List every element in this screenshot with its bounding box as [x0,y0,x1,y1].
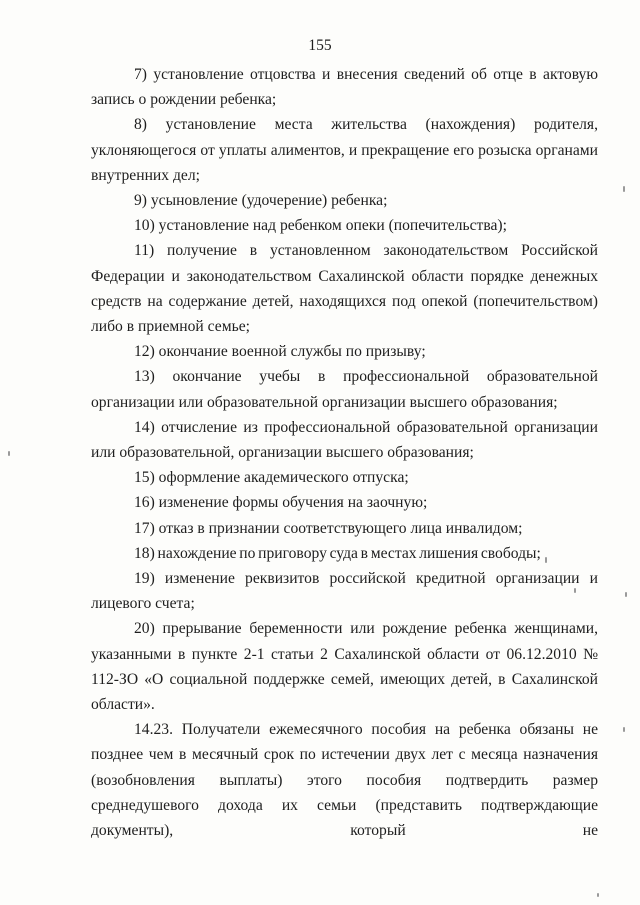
scan-speck [597,893,599,897]
paragraph-clause-14-23: 14.23. Получатели ежемесячного пособия на ребенка обязаны не позднее чем в месячный срок по истечении двух лет с месяца назначения (возобновления выплаты) этого пособия подтвердить размер среднедушевого дохода их семьи (представить подтверждающие документы), который не [91,721,598,840]
scan-speck [623,186,625,192]
paragraph-item-10: 10) установление над ребенком опеки (попечительства); [134,217,507,235]
paragraph-item-17: 17) отказ в признании соответствующего лица инвалидом; [134,519,523,537]
scan-speck [623,727,625,732]
paragraph-item-19: 19) изменение реквизитов российской кредитной организации и лицевого счета; [91,570,598,613]
scan-speck [625,592,627,597]
paragraph-item-14: 14) отчисление из профессиональной образовательной организации или образовательной, организации высшего образования; [91,418,598,462]
paragraph-item-9: 9) усыновление (удочерение) ребенка; [134,192,388,210]
paragraph-item-12: 12) окончание военной службы по призыву; [134,343,426,361]
body-text [91,62,598,843]
paragraph-item-13: 13) окончание учебы в профессиональной образовательной организации или образовательной организации высшего образования; [91,368,598,411]
paragraph-item-16: 16) изменение формы обучения на заочную; [134,494,428,512]
scan-speck [8,451,10,456]
scan-speck [545,557,547,563]
scan-speck [574,588,576,593]
paragraph-item-20: 20) прерывание беременности или рождение ребенка женщинами, указанными в пункте 2-1 статьи 2 Сахалинской области от 06.12.2010 № 112-ЗО «О социальной поддержке семей, имеющих детей, в Сахалинской области». [91,620,598,714]
paragraph-item-11: 11) получение в установленном законодательством Российской Федерации и законодательством Сахалинской области порядке денежных средств на содержание детей, находящихся под опекой (попечительством) либо в приемной семье; [91,242,598,336]
paragraph-item-18: 18) нахождение по приговору суда в местах лишения свободы; [134,544,541,562]
paragraph-item-7: 7) установление отцовства и внесения сведений об отце в актовую запись о рождении ребенка; [91,66,598,109]
page-number: 155 [308,37,332,54]
paragraph-item-8: 8) установление места жительства (нахождения) родителя, уклоняющегося от уплаты алиментов, и прекращение его розыска органами внутренних дел; [91,116,598,184]
paragraph-item-15: 15) оформление академического отпуска; [134,469,409,487]
